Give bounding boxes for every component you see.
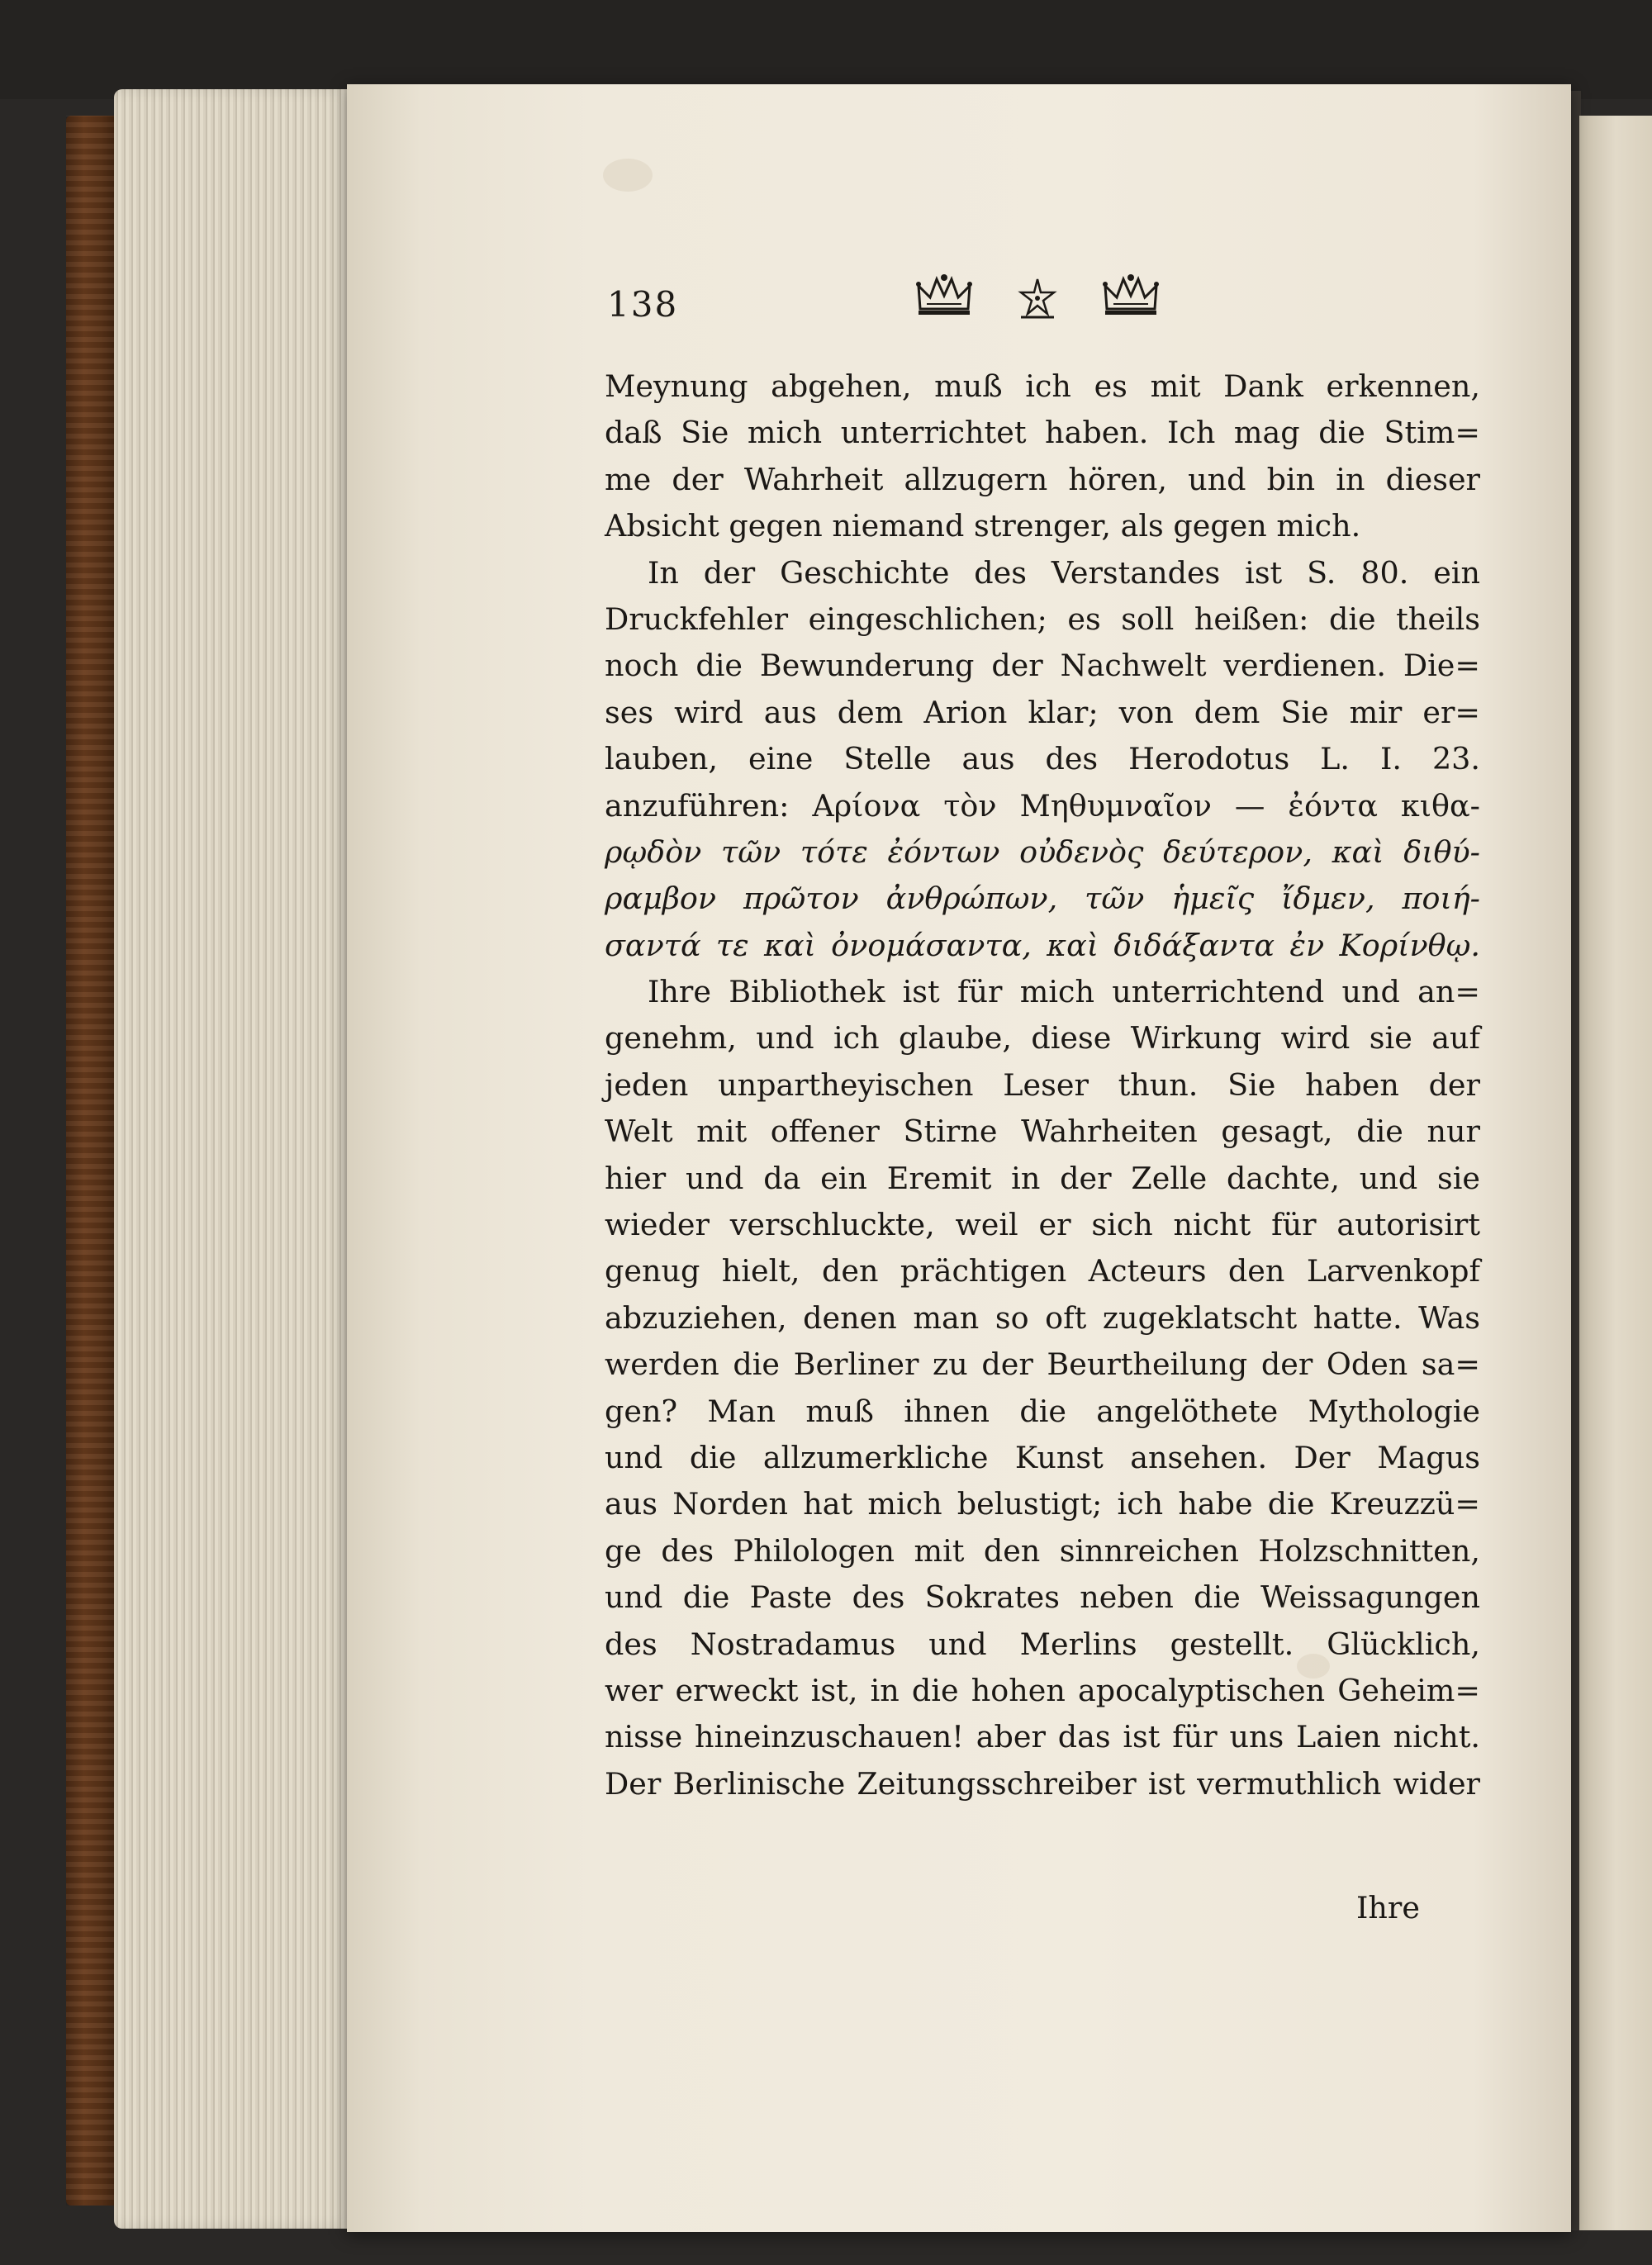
text-line: und die Paste des Sokrates neben die Weissagungen — [605, 1579, 1480, 1616]
paper-spot — [603, 159, 653, 192]
text-line: werden die Berliner zu der Beurtheilung der Oden sa= — [605, 1346, 1480, 1383]
text-line: wer erweckt ist, in die hohen apocalyptischen Geheim= — [605, 1672, 1480, 1708]
greek-text-line: ρῳδὸν τῶν τότε ἐόντων οὐδενὸς δεύτερον, καὶ διθύ- — [605, 833, 1480, 870]
page-edges — [114, 89, 362, 2229]
text-line: daß Sie mich unterrichtet haben. Ich mag die Stim= — [605, 415, 1480, 451]
text-line: noch die Bewunderung der Nachwelt verdienen. Die= — [605, 648, 1480, 684]
crown-icon — [915, 273, 973, 319]
text-line: hier und da ein Eremit in der Zelle dachte, und sie — [605, 1160, 1480, 1196]
text-line: Welt mit offener Stirne Wahrheiten gesagt, die nur — [605, 1114, 1480, 1150]
text-line: anzuführen: Αρίονα τὸν Μηθυμναῖον — ἐόντα κιθα- — [605, 787, 1480, 824]
text-line: me der Wahrheit allzugern hören, und bin in dieser — [605, 461, 1480, 497]
leather-cover-edge — [66, 116, 117, 2206]
text-line: ge des Philologen mit den sinnreichen Holzschnitten, — [605, 1532, 1480, 1569]
greek-text-line: ραμβον πρῶτον ἀνθρώπων, τῶν ἡμεῖς ἴδμεν, ποιή- — [605, 881, 1480, 917]
greek-text-line: σαντά τε καὶ ὀνομάσαντα, καὶ διδάξαντα ἐν Κορίνθῳ. — [605, 927, 1480, 963]
text-line: abzuziehen, denen man so oft zugeklatscht hatte. Was — [605, 1299, 1480, 1336]
text-line: In der Geschichte des Verstandes ist S. 80. ein — [648, 554, 1480, 591]
text-line: jeden unpartheyischen Leser thun. Sie haben der — [605, 1066, 1480, 1103]
text-line: ses wird aus dem Arion klar; von dem Sie mir er= — [605, 694, 1480, 730]
catchword: Ihre — [1356, 1890, 1420, 1925]
text-line: nisse hineinzuschauen! aber das ist für uns Laien nicht. — [605, 1719, 1480, 1755]
text-line: Der Berlinische Zeitungsschreiber ist vermuthlich wider — [605, 1765, 1480, 1802]
text-line: Druckfehler eingeschlichen; es soll heißen: die theils — [605, 601, 1480, 637]
page-body-text — [605, 363, 1480, 1807]
text-line: genug hielt, den prächtigen Acteurs den Larvenkopf — [605, 1253, 1480, 1289]
text-line: Absicht gegen niemand strenger, als gegen mich. — [605, 508, 1361, 544]
text-line: gen? Man muß ihnen die angelöthete Mythologie — [605, 1393, 1480, 1429]
text-line: genehm, und ich glaube, diese Wirkung wird sie auf — [605, 1020, 1480, 1057]
page-number: 138 — [607, 284, 679, 325]
text-line: aus Norden hat mich belustigt; ich habe die Kreuzzü= — [605, 1486, 1480, 1522]
text-line: Ihre Bibliothek ist für mich unterrichtend und an= — [648, 974, 1480, 1010]
text-line: des Nostradamus und Merlins gestellt. Glücklich, — [605, 1626, 1480, 1662]
text-line: wieder verschluckte, weil er sich nicht für autorisirt — [605, 1207, 1480, 1243]
crown-icon — [1102, 273, 1160, 319]
text-line: und die allzumerkliche Kunst ansehen. Der Magus — [605, 1439, 1480, 1475]
star-ornament-icon — [1013, 276, 1062, 322]
text-line: lauben, eine Stelle aus des Herodotus L. I. 23. — [605, 741, 1480, 777]
text-line: Meynung abgehen, muß ich es mit Dank erkennen, — [605, 368, 1480, 404]
facing-page-edge — [1579, 116, 1652, 2230]
